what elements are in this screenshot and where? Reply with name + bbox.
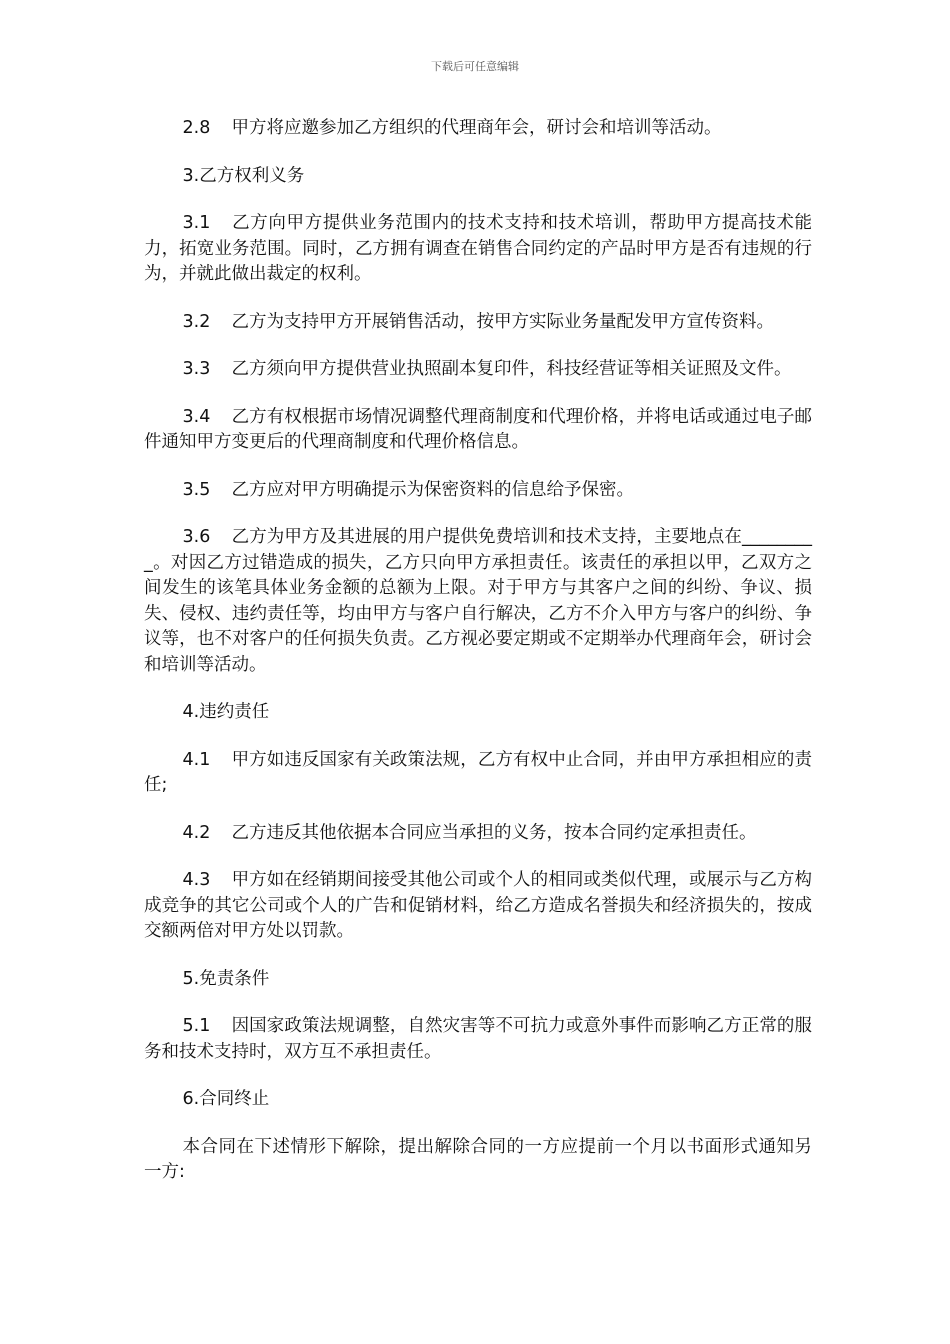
section-heading-text: 6.合同终止 (182, 1089, 270, 1109)
clause-text: 甲方如违反国家有关政策法规，乙方有权中止合同，并由甲方承担相应的责任; (144, 749, 812, 795)
clause-3-4 (144, 405, 812, 456)
clause-number: 2.8 (182, 118, 211, 138)
section-heading-5 (144, 967, 812, 993)
clause-number: 3.6 (182, 527, 211, 547)
document-body (144, 116, 812, 1208)
clause-text: 乙方有权根据市场情况调整代理商制度和代理价格，并将电话或通过电子邮件通知甲方变更后的代理商制度和代理价格信息。 (144, 406, 812, 452)
clause-text: 乙方为甲方及其进展的用户提供免费培训和技术支持，主要地点在_________。对因乙方过错造成的损失，乙方只向甲方承担责任。该责任的承担以甲，乙双方之间发生的该笔具体业务金额的总额为上限。对于甲方与其客户之间的纠纷、争议、损失、侵权、违约责任等，均由甲方与客户自行解决，乙方不介入甲方与客户的纠纷、争议等，也不对客户的任何损失负责。乙方视必要定期或不定期举办代理商年会，研讨会和培训等活动。 (144, 527, 812, 675)
clause-number: 3.5 (182, 479, 211, 500)
termination-intro (144, 1135, 812, 1186)
clause-text: 甲方如在经销期间接受其他公司或个人的相同或类似代理，或展示与乙方构成竞争的其它公司或个人的广告和促销材料，给乙方造成名誉损失和经济损失的，按成交额两倍对甲方处以罚款。 (144, 870, 812, 941)
clause-text: 乙方为支持甲方开展销售活动，按甲方实际业务量配发甲方宣传资料。 (231, 311, 774, 332)
clause-number: 3.4 (182, 406, 211, 427)
clause-number: 3.2 (182, 311, 211, 332)
clause-number: 4.3 (182, 870, 211, 890)
clause-3-2 (144, 310, 812, 336)
clause-2-8 (144, 116, 812, 142)
clause-4-2 (144, 821, 812, 847)
clause-text: 甲方将应邀参加乙方组织的代理商年会，研讨会和培训等活动。 (231, 118, 722, 138)
paragraph-text: 本合同在下述情形下解除，提出解除合同的一方应提前一个月以书面形式通知另一方: (144, 1136, 812, 1182)
clause-text: 因国家政策法规调整，自然灾害等不可抗力或意外事件而影响乙方正常的服务和技术支持时，双方互不承担责任。 (144, 1016, 812, 1062)
clause-number: 4.2 (182, 822, 211, 843)
clause-text: 乙方须向甲方提供营业执照副本复印件，科技经营证等相关证照及文件。 (231, 359, 792, 379)
clause-text: 乙方向甲方提供业务范围内的技术支持和技术培训，帮助甲方提高技术能力，拓宽业务范围。同时，乙方拥有调查在销售合同约定的产品时甲方是否有违规的行为，并就此做出裁定的权利。 (144, 213, 812, 284)
clause-number: 4.1 (182, 749, 211, 770)
section-heading-6 (144, 1087, 812, 1113)
section-heading-3 (144, 164, 812, 190)
clause-text: 乙方违反其他依据本合同应当承担的义务，按本合同约定承担责任。 (231, 822, 757, 843)
clause-3-6 (144, 525, 812, 678)
clause-number: 3.3 (182, 359, 211, 379)
clause-number: 5.1 (182, 1016, 211, 1036)
clause-number: 3.1 (182, 213, 211, 233)
clause-5-1 (144, 1014, 812, 1065)
clause-4-1 (144, 748, 812, 799)
section-heading-text: 3.乙方权利义务 (182, 165, 305, 186)
clause-3-3 (144, 357, 812, 383)
clause-text: 乙方应对甲方明确提示为保密资料的信息给予保密。 (231, 479, 634, 500)
section-heading-4 (144, 700, 812, 726)
section-heading-text: 4.违约责任 (182, 702, 270, 722)
clause-3-1 (144, 211, 812, 288)
clause-3-5 (144, 478, 812, 504)
clause-4-3 (144, 868, 812, 945)
page-header: 下载后可任意编辑 (431, 60, 519, 73)
section-heading-text: 5.免责条件 (182, 968, 270, 989)
